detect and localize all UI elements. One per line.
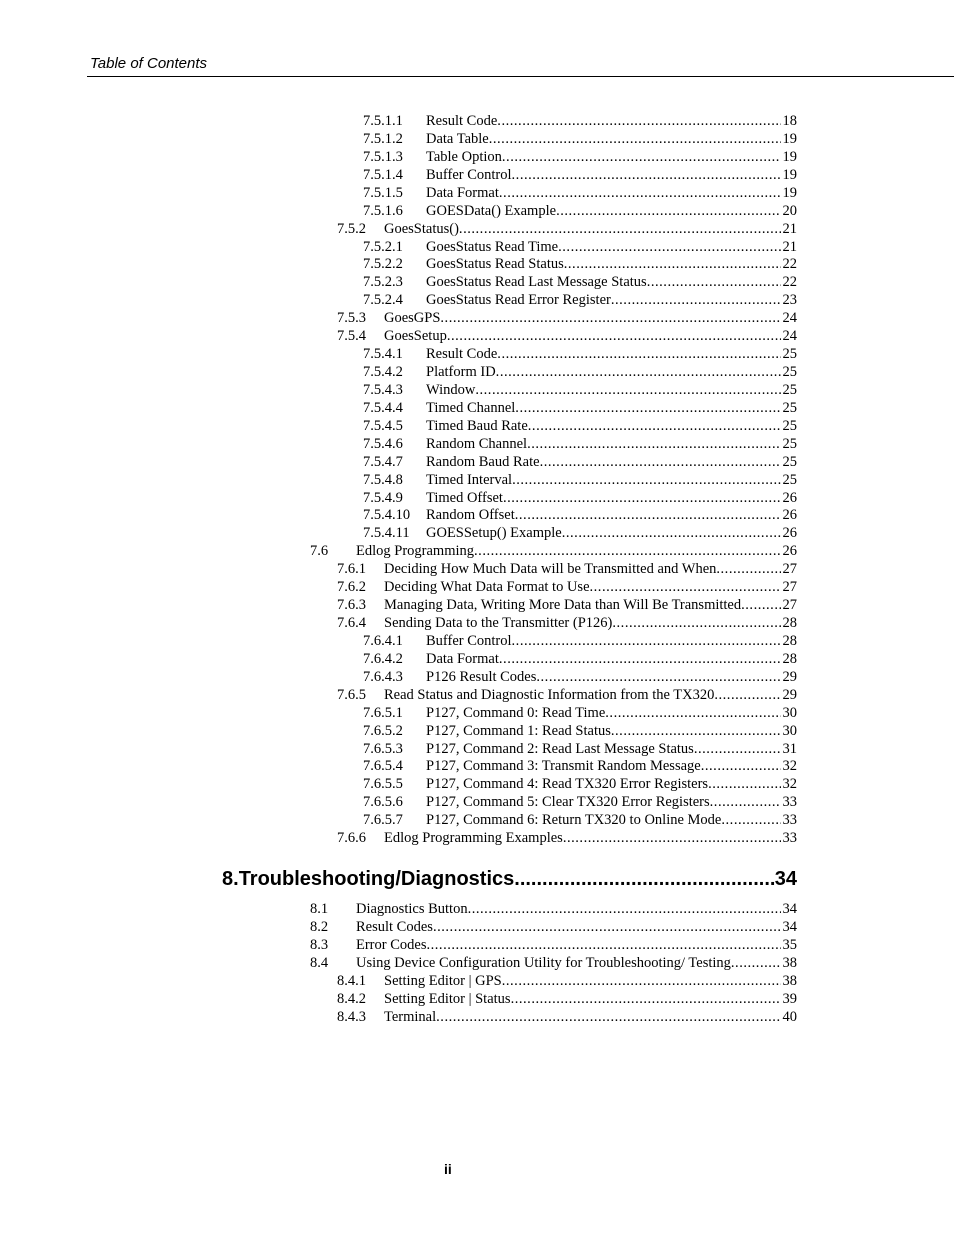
toc-entry-title: Random Channel (426, 435, 528, 452)
toc-entry[interactable] (363, 273, 797, 291)
toc-entry[interactable] (337, 686, 797, 704)
toc-entry-number: 7.5.1.4 (363, 166, 403, 183)
toc-entry[interactable] (363, 399, 797, 417)
toc-entry-title: Data Table (426, 130, 489, 147)
dot-leader (563, 829, 781, 847)
dot-leader (459, 220, 781, 238)
toc-entry-number: 8.1 (310, 901, 329, 917)
toc-entry-title: Terminal (384, 1008, 437, 1025)
toc-entry-number: 8.3 (310, 936, 329, 953)
dot-leader (433, 918, 781, 936)
toc-entry-page: 24 (782, 328, 797, 345)
dot-leader (503, 489, 781, 507)
toc-entry-title: Result Code (426, 113, 498, 129)
toc-entry-number: 7.6.4.1 (363, 632, 403, 649)
toc-entry-title: Deciding What Data Format to Use (384, 579, 590, 596)
toc-entry-number: 7.5.3 (337, 310, 366, 327)
toc-entry[interactable] (363, 363, 797, 381)
toc-entry-title: Setting Editor | GPS (384, 972, 502, 989)
dot-leader (694, 740, 781, 758)
toc-entry-number: 7.5.1.3 (363, 148, 403, 165)
toc-entry-title: Using Device Configuration Utility for Troubleshooting/ Testing (356, 954, 731, 971)
toc-entry-page: 25 (782, 364, 797, 381)
toc-entry-page: 21 (782, 238, 797, 255)
toc-entry[interactable] (363, 166, 797, 184)
toc-entry-title: GoesStatus Read Last Message Status (426, 274, 647, 291)
toc-entry-title: GoesGPS (384, 310, 441, 327)
running-header: Table of Contents (90, 55, 208, 72)
toc-entry-title: Result Code (426, 346, 498, 363)
dot-leader (716, 560, 780, 578)
toc-entry-page: 28 (782, 632, 797, 649)
toc-entry-number: 7.5.4.9 (363, 489, 403, 506)
toc-chapter-8[interactable] (222, 866, 797, 892)
toc-entry-title: GOESData() Example (426, 202, 557, 219)
toc-entry[interactable] (337, 596, 797, 614)
toc-entry-title: Timed Baud Rate (426, 417, 528, 434)
toc-entry-title: P127, Command 6: Return TX320 to Online Mode (426, 812, 722, 829)
toc-entry-page: 23 (782, 292, 797, 309)
toc-entry-title: P127, Command 0: Read Time (426, 704, 606, 721)
dot-leader (556, 202, 780, 220)
toc-entry-page: 22 (782, 274, 797, 291)
dot-leader (721, 811, 780, 829)
toc-entry-number: 7.6.6 (337, 830, 366, 847)
toc-entry[interactable] (363, 255, 797, 273)
toc-entry-title: Data Format (426, 184, 499, 201)
toc-entry-page: 27 (782, 597, 797, 614)
toc-entry-title: P127, Command 5: Clear TX320 Error Registers (426, 794, 710, 811)
toc-entry-number: 7.6.4.3 (363, 668, 403, 685)
toc-entry-number: 8.2 (310, 918, 329, 935)
toc-entry-page: 20 (782, 202, 797, 219)
toc-entry-number: 7.6.5.3 (363, 740, 403, 757)
toc-entry-number: 7.6.1 (337, 561, 366, 578)
toc-entry[interactable] (363, 489, 797, 507)
dot-leader (515, 506, 781, 524)
dot-leader (714, 686, 780, 704)
toc-entry[interactable] (363, 381, 797, 399)
dot-leader (741, 596, 780, 614)
toc-entry-number: 7.6.5.5 (363, 776, 403, 793)
dot-leader (590, 578, 781, 596)
toc-entry-title: Buffer Control (426, 166, 512, 183)
toc-entry-title: GoesStatus() (384, 220, 459, 237)
toc-entry[interactable] (363, 148, 797, 166)
dot-leader (474, 542, 780, 560)
toc-entry-title: Timed Offset (426, 489, 503, 506)
toc-entry-title: Result Codes (356, 918, 433, 935)
toc-entry[interactable] (363, 506, 797, 524)
toc-entry-number: 7.5.4 (337, 328, 366, 345)
toc-entry-title: P127, Command 3: Transmit Random Message (426, 758, 701, 775)
header-rule (87, 76, 954, 77)
dot-leader (447, 327, 781, 345)
toc-entry[interactable] (337, 990, 797, 1008)
toc-entry-page: 33 (782, 794, 797, 811)
toc-entry-title: Sending Data to the Transmitter (P126) (384, 615, 613, 632)
dot-leader (605, 704, 780, 722)
toc-entry-number: 7.5.2.1 (363, 238, 403, 255)
toc-entry-page: 28 (782, 615, 797, 632)
toc-entry[interactable] (363, 524, 797, 542)
dot-leader (502, 148, 781, 166)
toc-entry-number: 7.5.1.2 (363, 130, 403, 147)
toc-entry-page: 32 (782, 758, 797, 775)
toc-entry-number: 7.5.2.4 (363, 292, 403, 309)
toc-entry-page: 25 (782, 399, 797, 416)
dot-leader (647, 273, 781, 291)
toc-entry[interactable] (310, 542, 797, 560)
toc-entry-title: Random Baud Rate (426, 453, 540, 470)
toc-entry[interactable] (363, 471, 797, 489)
toc-entry[interactable] (363, 435, 797, 453)
dot-leader (502, 972, 781, 990)
chapter-number: 8. (222, 868, 239, 890)
toc-entry-page: 40 (782, 1008, 797, 1025)
toc-entry[interactable] (363, 417, 797, 435)
toc-entry-number: 7.5.2 (337, 220, 366, 237)
toc-entry-page: 25 (782, 453, 797, 470)
toc-entry-title: Edlog Programming (356, 543, 475, 560)
toc-entry-number: 7.6.5 (337, 686, 366, 703)
toc-entry-number: 7.5.1.5 (363, 184, 403, 201)
dot-leader (436, 1008, 780, 1026)
toc-entry-number: 8.4 (310, 954, 329, 971)
dot-leader (731, 954, 781, 972)
toc-entry-title: GOESSetup() Example (426, 525, 562, 542)
toc-entry-title: GoesSetup (384, 328, 447, 345)
toc-entry-title: Edlog Programming Examples (384, 830, 563, 847)
toc-entry-number: 8.4.1 (337, 972, 366, 989)
toc-entry-title: Setting Editor | Status (384, 990, 511, 1007)
toc-entry-page: 38 (782, 972, 797, 989)
toc-entry-page: 25 (782, 471, 797, 488)
chapter-title: Troubleshooting/Diagnostics (238, 868, 515, 890)
dot-leader (527, 435, 780, 453)
dot-leader (497, 345, 780, 363)
toc-entry-title: P127, Command 4: Read TX320 Error Registers (426, 776, 709, 793)
toc-entry-page: 38 (782, 954, 797, 971)
toc-entry-page: 32 (782, 776, 797, 793)
toc-entry-page: 34 (782, 918, 797, 935)
toc-entry-page: 19 (782, 148, 797, 165)
toc-entry-number: 7.5.4.5 (363, 417, 403, 434)
toc-entry[interactable] (337, 1008, 797, 1026)
toc-entry-page: 35 (782, 936, 797, 953)
toc-entry-number: 7.5.4.1 (363, 346, 403, 363)
toc-entry-title: P127, Command 1: Read Status (426, 722, 611, 739)
dot-leader (612, 614, 780, 632)
page-number: ii (444, 1161, 452, 1177)
dot-leader (564, 255, 781, 273)
dot-leader (515, 399, 780, 417)
toc-entry[interactable] (337, 560, 797, 578)
toc-entry-number: 7.6.5.6 (363, 794, 403, 811)
toc-entry-page: 33 (782, 812, 797, 829)
toc-entry-number: 7.6.5.4 (363, 758, 403, 775)
toc-entry-page: 26 (782, 507, 797, 524)
toc-entry[interactable] (337, 972, 797, 990)
toc-entry-page: 21 (782, 220, 797, 237)
toc-entry-title: Table Option (426, 148, 502, 165)
dot-leader (540, 453, 781, 471)
dot-leader (468, 900, 781, 918)
dot-leader (512, 471, 780, 489)
toc-entry-title: Diagnostics Button (356, 901, 468, 917)
toc-entry-title: GoesStatus Read Error Register (426, 292, 611, 309)
toc-entry-title: Data Format (426, 650, 499, 667)
toc-entry[interactable] (363, 793, 797, 811)
toc-entry-number: 7.6.4 (337, 615, 366, 632)
dot-leader (496, 363, 781, 381)
toc-entry-page: 24 (782, 310, 797, 327)
toc-entry-page: 31 (782, 740, 797, 757)
dot-leader (475, 381, 780, 399)
dot-leader (499, 184, 781, 202)
dot-leader (426, 936, 780, 954)
toc-entry-number: 7.5.4.11 (363, 525, 410, 542)
dot-leader (710, 793, 781, 811)
toc-entry-title: Buffer Control (426, 632, 512, 649)
toc-entry-page: 19 (782, 130, 797, 147)
toc-entry-number: 7.5.1.6 (363, 202, 403, 219)
toc-entry-number: 7.6.5.7 (363, 812, 403, 829)
toc-entry[interactable] (337, 220, 797, 238)
toc-entry[interactable] (337, 614, 797, 632)
toc-entry[interactable] (363, 632, 797, 650)
toc-entry-title: Managing Data, Writing More Data than Will Be Transmitted (384, 597, 742, 614)
toc-entry-page: 34 (782, 901, 797, 917)
toc-entry-page: 19 (782, 166, 797, 183)
toc-entry[interactable] (363, 202, 797, 220)
toc-entry-number: 7.6.2 (337, 579, 366, 596)
toc-entry[interactable] (363, 650, 797, 668)
toc-entry-number: 7.5.2.3 (363, 274, 403, 291)
dot-leader (611, 291, 781, 309)
toc-entry-page: 39 (782, 990, 797, 1007)
toc-entry-title: P127, Command 2: Read Last Message Status (426, 740, 694, 757)
toc-entry-number: 7.6.4.2 (363, 650, 403, 667)
toc-entry[interactable] (310, 918, 797, 936)
toc-entry-number: 7.6.3 (337, 597, 366, 614)
toc-entry-title: GoesStatus Read Time (426, 238, 559, 255)
toc-entry-number: 7.5.4.3 (363, 381, 403, 398)
toc-entry-page: 33 (782, 830, 797, 847)
toc-entry-title: Timed Interval (426, 471, 513, 488)
toc-entry[interactable] (363, 184, 797, 202)
toc-entry[interactable] (310, 900, 797, 918)
toc-entry-title: Random Offset (426, 507, 515, 524)
toc-entry-title: Read Status and Diagnostic Information from the TX320 (384, 686, 715, 703)
toc-entry-page: 18 (782, 113, 797, 129)
dot-leader (528, 417, 781, 435)
toc-entry[interactable] (363, 811, 797, 829)
toc-entry-page: 26 (782, 489, 797, 506)
toc-entry-number: 7.5.4.7 (363, 453, 403, 470)
dot-leader (512, 632, 781, 650)
toc-entry-page: 25 (782, 346, 797, 363)
toc-entry[interactable] (363, 112, 797, 130)
toc-entry[interactable] (363, 775, 797, 793)
toc-entry[interactable] (337, 309, 797, 327)
dot-leader (701, 757, 781, 775)
toc-entry-title: P126 Result Codes (426, 668, 537, 685)
toc-entry-page: 27 (782, 579, 797, 596)
toc-entry-number: 7.6.5.2 (363, 722, 403, 739)
toc-entry-page: 25 (782, 417, 797, 434)
toc-entry[interactable] (310, 954, 797, 972)
dot-leader (511, 990, 781, 1008)
toc-entry-number: 7.5.4.10 (363, 507, 411, 524)
dot-leader (512, 166, 781, 184)
toc-entry-number: 7.6 (310, 543, 329, 560)
toc-entry-page: 27 (782, 561, 797, 578)
toc-entry-page: 25 (782, 435, 797, 452)
dot-leader (558, 238, 780, 256)
dot-leader (708, 775, 780, 793)
toc-entry-page: 19 (782, 184, 797, 201)
toc-entry-page: 22 (782, 256, 797, 273)
toc-entry[interactable] (337, 578, 797, 596)
toc-entry-page: 30 (782, 704, 797, 721)
toc-entry-number: 7.5.4.4 (363, 399, 403, 416)
toc-entry-page: 28 (782, 650, 797, 667)
dot-leader (499, 650, 781, 668)
dot-leader (497, 112, 780, 130)
toc-entry-number: 8.4.2 (337, 990, 366, 1007)
dot-leader (562, 524, 781, 542)
toc-entry[interactable] (363, 453, 797, 471)
toc-entry-page: 25 (782, 381, 797, 398)
toc-entry[interactable] (310, 936, 797, 954)
toc-entry-number: 7.5.1.1 (363, 113, 403, 129)
toc-entry[interactable] (337, 829, 797, 847)
toc-entry-number: 7.5.4.8 (363, 471, 403, 488)
toc-entry[interactable] (363, 345, 797, 363)
chapter-page: 34 (774, 868, 797, 890)
dot-leader (536, 668, 780, 686)
dot-leader (489, 130, 781, 148)
toc-entry[interactable] (363, 291, 797, 309)
toc-entry-page: 29 (782, 686, 797, 703)
toc-entry-page: 29 (782, 668, 797, 685)
toc-entry-title: GoesStatus Read Status (426, 256, 564, 273)
toc-entry-page: 26 (782, 525, 797, 542)
toc-entry-title: Error Codes (356, 936, 427, 953)
toc-entry-title: Window (426, 381, 476, 398)
toc-entry-number: 7.5.4.6 (363, 435, 403, 452)
dot-leader (611, 722, 781, 740)
toc-entry-title: Timed Channel (426, 399, 516, 416)
toc-entry-number: 7.5.2.2 (363, 256, 403, 273)
dot-leader (440, 309, 780, 327)
dot-leader (514, 866, 774, 892)
toc-entry[interactable] (363, 722, 797, 740)
toc-entry-page: 26 (782, 543, 797, 560)
toc-entry[interactable] (363, 740, 797, 758)
toc-entry-number: 8.4.3 (337, 1008, 366, 1025)
toc-entry[interactable] (363, 668, 797, 686)
toc-entry[interactable] (363, 238, 797, 256)
toc-entry-number: 7.6.5.1 (363, 704, 403, 721)
toc-entry-page: 30 (782, 722, 797, 739)
toc-entry-number: 7.5.4.2 (363, 364, 403, 381)
toc-entry[interactable] (337, 327, 797, 345)
toc-entry-title: Platform ID (426, 364, 496, 381)
toc-entry-title: Deciding How Much Data will be Transmitted and When (384, 561, 717, 578)
toc-entry[interactable] (363, 130, 797, 148)
toc-entry[interactable] (363, 704, 797, 722)
toc-entry[interactable] (363, 757, 797, 775)
